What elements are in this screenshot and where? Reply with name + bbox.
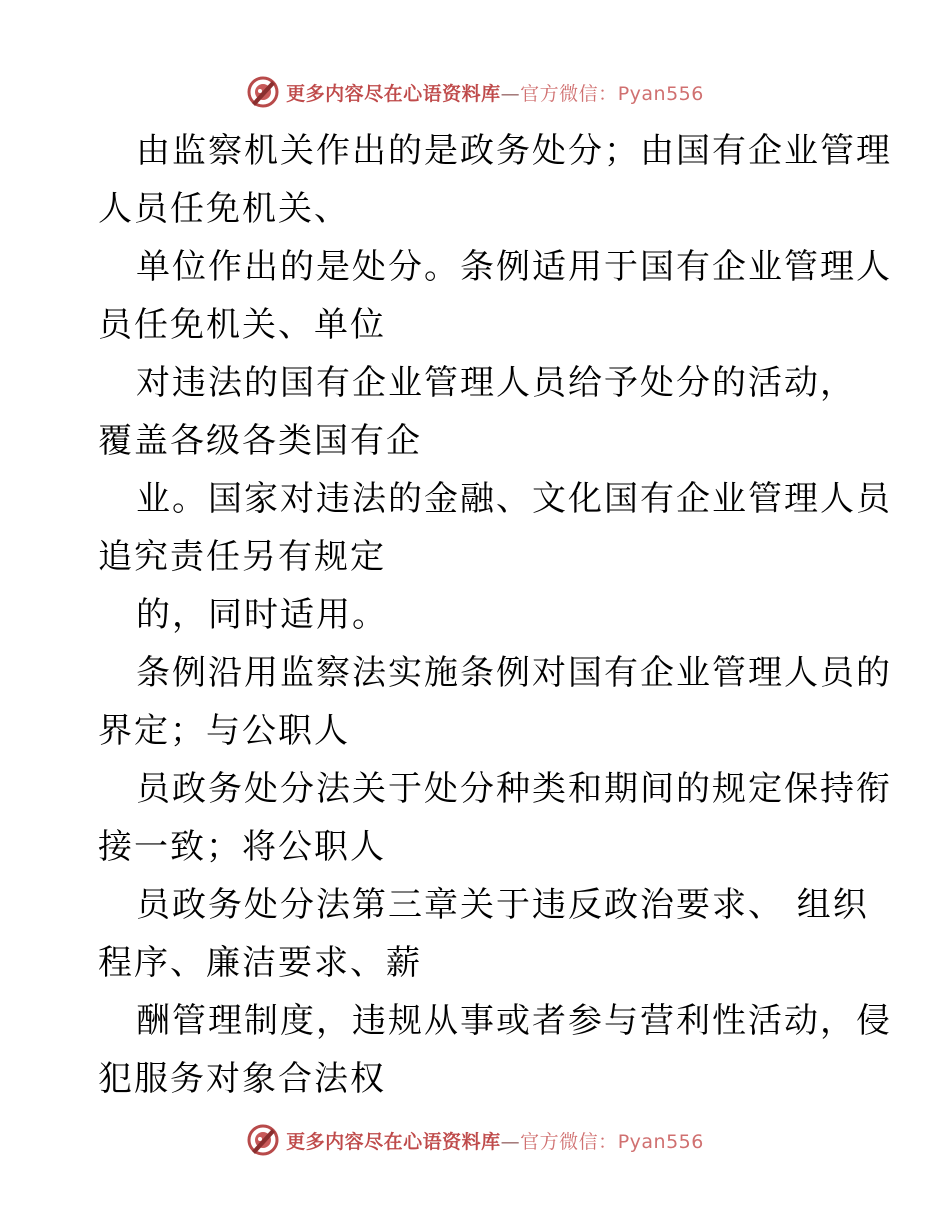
footer-banner xyxy=(0,1120,950,1160)
header-brand-text: 更多内容尽在心语资料库 xyxy=(286,82,501,105)
body-line-12: 员政务处分法关于处分种类和期间的规定保持衔 xyxy=(136,769,892,809)
body-line-14: 员政务处分法第三章关于违反政治要求、 组织 xyxy=(136,885,869,925)
header-separator: — xyxy=(500,82,521,105)
body-line-7: 业。国家对违法的金融、文化国有企业管理人员 xyxy=(136,479,892,519)
footer-wechat-label: 官方微信： xyxy=(520,1130,618,1153)
header-banner xyxy=(0,72,950,112)
body-line-6: 覆盖各级各类国有企 xyxy=(98,421,422,461)
footer-banner-text xyxy=(286,1127,704,1154)
body-line-1: 由监察机关作出的是政务处分；由国有企业管理 xyxy=(136,131,892,171)
footer-separator: — xyxy=(500,1130,521,1153)
body-line-5: 对违法的国有企业管理人员给予处分的活动， xyxy=(136,363,856,403)
body-line-15: 程序、廉洁要求、薪 xyxy=(98,943,422,983)
header-banner-text xyxy=(286,79,704,106)
body-line-9: 的，同时适用。 xyxy=(136,595,388,635)
header-wechat-label: 官方微信： xyxy=(520,82,618,105)
footer-brand-text: 更多内容尽在心语资料库 xyxy=(286,1130,501,1153)
body-line-3: 单位作出的是处分。条例适用于国有企业管理人 xyxy=(136,247,892,287)
pen-seal-icon xyxy=(246,1123,280,1157)
body-line-8: 追究责任另有规定 xyxy=(98,537,386,577)
body-line-17: 犯服务对象合法权 xyxy=(98,1059,386,1099)
body-line-10: 条例沿用监察法实施条例对国有企业管理人员的 xyxy=(136,653,892,693)
pen-seal-icon xyxy=(246,75,280,109)
footer-wechat-id: Pyan556 xyxy=(617,1130,704,1153)
document-body xyxy=(98,122,892,1108)
body-line-13: 接一致；将公职人 xyxy=(98,827,386,867)
body-line-16: 酬管理制度，违规从事或者参与营利性活动，侵 xyxy=(136,1001,892,1041)
body-line-4: 员任免机关、单位 xyxy=(98,305,386,345)
body-line-11: 界定；与公职人 xyxy=(98,711,350,751)
header-wechat-id: Pyan556 xyxy=(617,82,704,105)
body-line-2: 人员任免机关、 xyxy=(98,189,350,229)
